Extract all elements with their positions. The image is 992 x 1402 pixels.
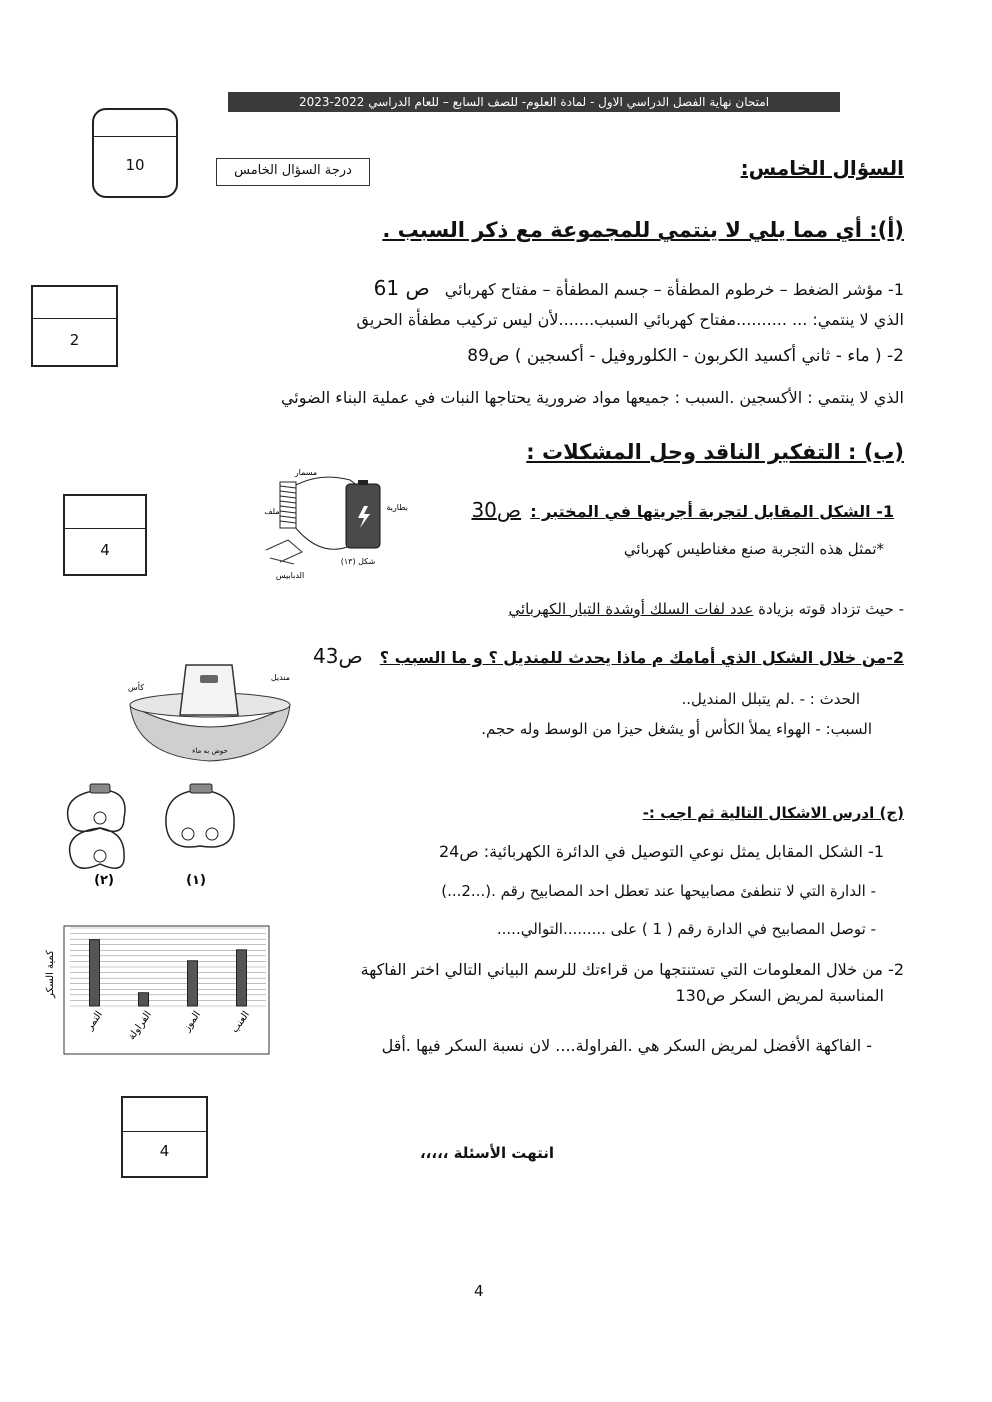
part-c-score: 4 [159, 1142, 170, 1160]
battery-label: بطارية [386, 503, 408, 512]
part-c-item2-line2: المناسبة لمريض السكر ص130 [675, 986, 884, 1005]
tissue-icon [200, 675, 218, 683]
end-of-questions: انتهت الأسئلة ،،،،، [419, 1144, 554, 1162]
part-c-item2-answer: - الفاكهة الأفضل لمريض السكر هي .الفراولة.... لان نسبة السكر فيها .أقل [381, 1036, 872, 1055]
coil-icon [280, 482, 296, 528]
clips-icon [266, 540, 302, 564]
series-circuit [166, 784, 234, 847]
bulb-icon [94, 850, 106, 862]
page-number: 4 [474, 1282, 484, 1300]
part-b-event: الحدث : - .لم يتبلل المنديل.. [681, 690, 860, 708]
chart-ylabel: كمية السكر [45, 950, 56, 998]
cup-label: كأس [128, 683, 145, 692]
bar-1 [139, 993, 149, 1006]
part-b-item1-line [471, 498, 894, 522]
category-label-0: التمر [84, 1009, 105, 1033]
part-a-score-box [31, 285, 118, 367]
clips-label: الدبابيس [275, 571, 305, 580]
part-b-score: 4 [100, 541, 110, 559]
category-label-3: العنب [229, 1009, 252, 1035]
part-c-score-box [121, 1096, 208, 1178]
exam-header: امتحان نهاية الفصل الدراسي الاول - لمادة العلوم- للصف السابع – للعام الدراسي 2022-2023 [228, 92, 840, 112]
circuits-figure [60, 778, 250, 890]
part-b-item1-line3 [508, 600, 904, 618]
part-c-item2-line1: 2- من خلال المعلومات التي تستنتجها من قراءتك للرسم البياني التالي اختر الفاكهة [360, 960, 904, 979]
nail-label: مسمار [294, 468, 318, 477]
sugar-bar-chart [42, 924, 272, 1058]
electromagnet-figure [250, 466, 410, 584]
part-b-item1-line3-answer: عدد لفات السلك أوشدة التيار الكهربائي [508, 600, 754, 618]
question-title: السؤال الخامس: [740, 156, 904, 180]
part-a-item1-answer: الذي لا ينتمي: ... ..........مفتاح كهربائي السبب.......لأن ليس تركيب مطفأة الحريق [356, 310, 904, 329]
part-a-score: 2 [69, 331, 80, 349]
bar-3 [237, 950, 247, 1006]
grade-label-box: درجة السؤال الخامس [216, 158, 370, 186]
part-a-item2-answer: الذي لا ينتمي : الأكسجين .السبب : جميعها مواد ضرورية يحتاجها النبات في عملية البناء الضوئي [280, 388, 904, 407]
basin-label: حوض به ماء [192, 747, 228, 755]
part-b-item1-page: ص30 [471, 498, 522, 522]
bar-2 [188, 961, 198, 1006]
part-c-item1-b: - توصل المصابيح في الدارة رقم ( 1 ) على .........التوالي..... [496, 920, 876, 938]
part-b-score-box [63, 494, 147, 576]
circuit-label-1: (١) [186, 873, 206, 888]
part-c-item1-a: - الدارة التي لا تنطفئ مصابيحها عند تعطل احد المصابيح رقم .(...2...) [441, 882, 876, 900]
part-b-item1-line2: *تمثل هذه التجربة صنع مغناطيس كهربائي [623, 540, 884, 558]
part-b-reason: السبب: - الهواء يملأ الكأس أو يشغل حيزا من الوسط وله حجم. [481, 720, 872, 738]
category-label-1: الفراولة [126, 1009, 154, 1043]
bulb-icon [182, 828, 194, 840]
part-a-title: (أ): أي مما يلي لا ينتمي للمجموعة مع ذكر السبب . [382, 218, 904, 242]
part-a-item2-text: 2- ( ماء - ثاني أكسيد الكربون - الكلوروفيل - أكسجين ) ص89 [467, 346, 904, 366]
part-a-item1-text: 1- مؤشر الضغط – خرطوم المطفأة – جسم المطفأة – مفتاح كهربائي [444, 280, 904, 299]
part-b-item2-line [313, 644, 904, 668]
part-a-item1-page: ص 61 [373, 276, 430, 300]
part-c-title: (ج) ادرس الاشكال التالية ثم اجب :- [642, 804, 904, 822]
tissue-label: منديل [270, 673, 290, 682]
parallel-circuit [68, 784, 125, 868]
cup-icon [180, 665, 238, 715]
circuit-label-2: (٢) [94, 873, 114, 888]
part-b-item1-line3-prefix: - حيث تزداد قوته بزيادة [753, 600, 904, 618]
part-b-item2-text: 2-من خلال الشكل الذي أمامك م ماذا يحدث للمنديل ؟ و ما السبب ؟ [379, 648, 904, 667]
part-b-item1-text: 1- الشكل المقابل لتجربة أجريتها في المختبر : [530, 502, 894, 521]
part-b-title: (ب) : التفكير الناقد وحل المشكلات : [526, 440, 904, 464]
bar-0 [90, 940, 100, 1006]
bulb-icon [206, 828, 218, 840]
category-label-2: الموز [181, 1009, 203, 1034]
cup-experiment-figure [124, 655, 296, 765]
bulb-icon [94, 812, 106, 824]
total-grade-box [92, 108, 178, 198]
total-grade-value: 10 [125, 156, 145, 174]
part-c-item1-text: 1- الشكل المقابل يمثل نوعي التوصيل في الدائرة الكهربائية: ص24 [438, 842, 884, 861]
figure-caption: شكل (١٣) [340, 557, 376, 566]
coil-label: ملف [264, 507, 280, 516]
part-a-item1-line [374, 276, 904, 300]
part-b-item2-page: ص43 [313, 644, 363, 668]
battery-icon [346, 480, 380, 548]
